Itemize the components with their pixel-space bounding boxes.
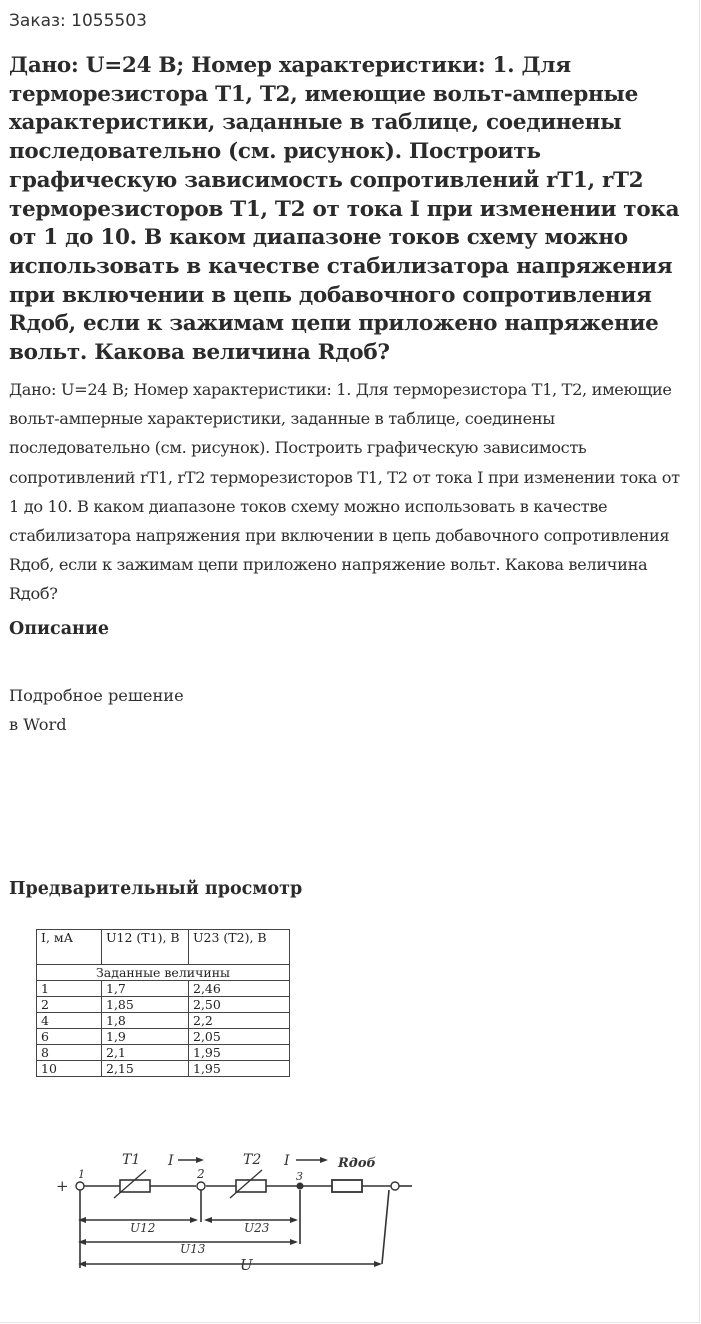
order-number: Заказ: 1055503	[9, 11, 147, 31]
table-cell: 2,46	[189, 981, 290, 997]
table-cell: 1,85	[102, 997, 189, 1013]
table-row	[37, 981, 290, 997]
description-text	[9, 681, 184, 739]
table-header-cell: I, мА	[37, 930, 102, 965]
table-header-row	[37, 930, 290, 965]
table-cell: 8	[37, 1045, 102, 1061]
t1-label: T1	[122, 1152, 141, 1168]
table-cell: 2,1	[102, 1045, 189, 1061]
plus-label: +	[56, 1177, 69, 1195]
table-cell: 2,15	[102, 1061, 189, 1077]
u-label: U	[240, 1256, 253, 1274]
table-cell: 10	[37, 1061, 102, 1077]
table-subheader: Заданные величины	[37, 965, 290, 981]
circuit-wires	[78, 1160, 412, 1268]
node-3-label: 3	[296, 1170, 303, 1183]
u12-label: U12	[130, 1221, 156, 1235]
task-text: Дано: U=24 В; Номер характеристики: 1. Для терморезистора Т1, Т2, имеющие вольт-амперные характеристики, заданные в таблице, соединены последовательно (см. рисунок). Построить графическую зависимость сопротивлений rТ1, rТ2 терморезисторов Т1, Т2 от тока I при изменении тока от 1 до 10. В каком диапазоне токов схему можно использовать в качестве стабилизатора напряжения при включении в цепь добавочного сопротивления Rдоб, если к зажимам цепи приложено напряжение вольт. Какова величина Rдоб?	[9, 380, 680, 604]
description-line: Подробное решение	[9, 686, 184, 705]
preview-title: Предварительный просмотр	[9, 879, 303, 899]
table-cell: 4	[37, 1013, 102, 1029]
table-cell: 1,9	[102, 1029, 189, 1045]
table-row	[37, 1013, 290, 1029]
table-cell: 1,95	[189, 1061, 290, 1077]
u13-label: U13	[180, 1242, 206, 1256]
table-cell: 1,95	[189, 1045, 290, 1061]
current-label: I	[168, 1153, 174, 1169]
table-cell: 2,50	[189, 997, 290, 1013]
u23-label: U23	[244, 1221, 270, 1235]
table-cell: 2,2	[189, 1013, 290, 1029]
table-row	[37, 997, 290, 1013]
table-cell: 1,7	[102, 981, 189, 997]
description-line: в Word	[9, 715, 67, 734]
table-row	[37, 1045, 290, 1061]
description-title: Описание	[9, 619, 109, 639]
resistor-rdob	[332, 1180, 362, 1192]
table-row	[37, 1061, 290, 1077]
node-output	[391, 1182, 399, 1190]
thermistor-t2	[236, 1180, 266, 1192]
node-2	[197, 1182, 205, 1190]
table-header-cell: U12 (T1), В	[102, 930, 189, 965]
arrow-heads	[78, 1157, 382, 1267]
values-table	[36, 929, 290, 1077]
rdob-label: Rдоб	[338, 1156, 376, 1171]
page-title: Дано: U=24 В; Номер характеристики: 1. Для терморезистора Т1, Т2, имеющие вольт-амперные характеристики, заданные в таблице, соединены последовательно (см. рисунок). Построить графическую зависимость сопротивлений rТ1, rТ2 терморезисторов Т1, Т2 от тока I при изменении тока от 1 до 10. В каком диапазоне токов схему можно использовать в качестве стабилизатора напряжения при включении в цепь добавочного сопротивления Rдоб, если к зажимам цепи приложено напряжение вольт. Какова величина Rдоб?	[9, 53, 680, 366]
table-cell: 2,05	[189, 1029, 290, 1045]
table-subheader-row	[37, 965, 290, 981]
table-row	[37, 1029, 290, 1045]
node-1	[76, 1182, 84, 1190]
table-cell: 6	[37, 1029, 102, 1045]
table-cell: 1	[37, 981, 102, 997]
table-cell: 2	[37, 997, 102, 1013]
node-1-label: 1	[78, 1168, 85, 1181]
node-3	[297, 1183, 304, 1190]
thermistor-t1	[120, 1180, 150, 1192]
circuit-diagram	[50, 1140, 430, 1280]
current-label: I	[284, 1153, 290, 1169]
node-2-label: 2	[197, 1167, 205, 1181]
t2-label: T2	[243, 1152, 262, 1168]
table-header-cell: U23 (T2), В	[189, 930, 290, 965]
table-cell: 1,8	[102, 1013, 189, 1029]
